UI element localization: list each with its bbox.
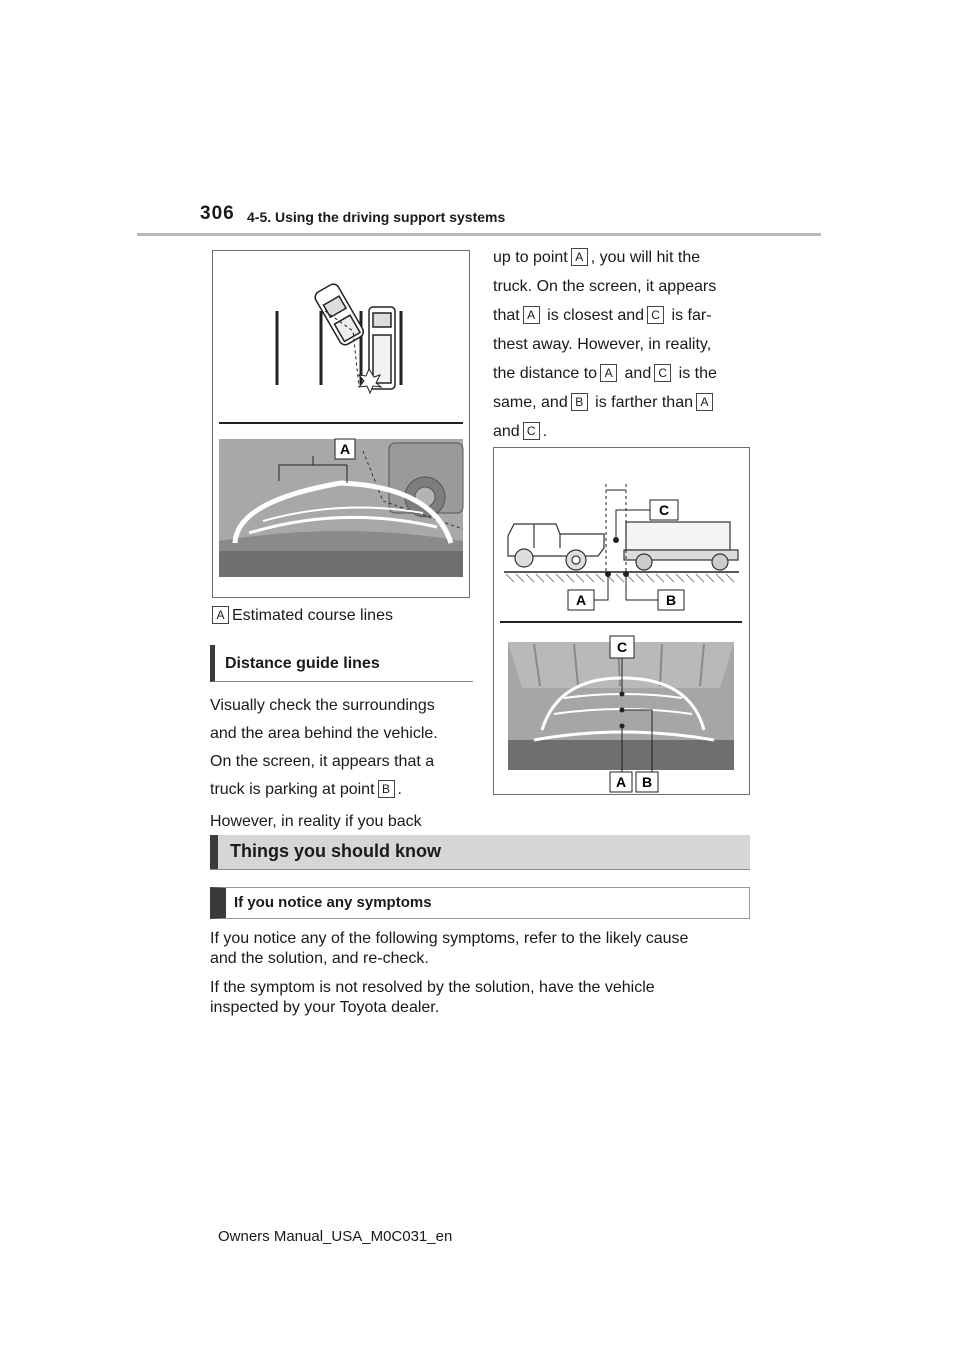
symptom-heading-title: If you notice any symptoms <box>234 894 432 911</box>
symptom-heading <box>210 887 750 919</box>
right-line-7-text: and <box>493 423 520 440</box>
right-line-6 <box>493 389 758 417</box>
symptom-paragraph-1 <box>210 929 755 969</box>
left-line-3: On the screen, it appears that a <box>210 753 435 770</box>
left-line-4-text: truck is parking at point <box>210 781 375 798</box>
figure2-label-b-bottom: B <box>641 774 653 790</box>
left-line-4 <box>210 776 470 804</box>
page-number: 306 <box>200 203 235 224</box>
right-line-4: thest away. However, in reality, <box>493 336 712 353</box>
badge-c: C <box>654 364 671 382</box>
left-line-4-end: . <box>397 781 402 798</box>
right-line-3 <box>493 302 758 330</box>
left-line-5: However, in reality if you back <box>210 813 422 830</box>
badge-a: A <box>571 248 588 266</box>
section-title: 4-5. Using the driving support systems <box>247 209 506 225</box>
right-line-7-end: . <box>542 423 548 440</box>
right-line-6-text: same, and <box>493 394 568 411</box>
symptom-p1-line-2: and the solution, and re-check. <box>210 950 429 967</box>
figure2-label-a-mid: A <box>575 592 587 608</box>
symptom-p2-line-2: inspected by your Toyota dealer. <box>210 999 440 1016</box>
badge-c: C <box>523 422 540 440</box>
figure2-label-a-bottom: A <box>615 774 627 790</box>
box-heading-title: Things you should know <box>230 841 441 861</box>
figure1-label-a: A <box>339 441 351 457</box>
right-line-3-mid: is closest and <box>542 307 645 324</box>
badge-a: A <box>696 393 713 411</box>
right-line-5-mid: and <box>620 365 652 382</box>
box-heading-rule <box>210 869 750 870</box>
right-line-1 <box>493 244 758 272</box>
right-line-2: truck. On the screen, it appears <box>493 278 717 295</box>
symptom-p2-line-1: If the symptom is not resolved by the solution, have the vehicle <box>210 979 655 996</box>
right-line-1-end: , you will hit the <box>590 249 701 266</box>
left-line-2: and the area behind the vehicle. <box>210 725 438 742</box>
right-line-1-text: up to point <box>493 249 568 266</box>
caption-estimated-course <box>212 602 393 630</box>
figure-distance-guide-lines <box>493 447 750 795</box>
right-line-3-end: is far- <box>667 307 712 324</box>
figure2-label-b-mid: B <box>665 592 677 608</box>
right-line-5-text: the distance to <box>493 365 598 382</box>
footer-text: Owners Manual_USA_M0C031_en <box>218 1228 453 1245</box>
badge-b: B <box>571 393 588 411</box>
badge-a: A <box>523 306 540 324</box>
header-rule <box>137 233 821 236</box>
right-line-3-text: that <box>493 307 520 324</box>
right-line-5-end: is the <box>674 365 717 382</box>
subsection-title: Distance guide lines <box>225 655 380 672</box>
right-line-6-mid: is farther than <box>590 394 693 411</box>
right-paragraph <box>493 244 758 446</box>
figure-estimated-course-lines <box>212 250 470 598</box>
figure2-label-c-top: C <box>658 502 670 518</box>
right-line-5 <box>493 360 758 388</box>
subsection-heading <box>210 645 473 682</box>
badge-c: C <box>647 306 664 324</box>
right-line-7 <box>493 418 758 446</box>
caption-text: Estimated course lines <box>232 607 393 624</box>
figure2-label-c-bottom: C <box>616 639 628 655</box>
course-lines-illustration <box>213 251 469 597</box>
badge-a: A <box>600 364 617 382</box>
things-you-should-know-heading <box>210 835 750 869</box>
distance-guide-illustration <box>494 448 749 794</box>
caption-badge-a: A <box>212 606 229 624</box>
badge-b: B <box>378 780 395 798</box>
left-paragraph <box>210 692 470 836</box>
symptom-p1-line-1: If you notice any of the following symptoms, refer to the likely cause <box>210 930 689 947</box>
left-line-1: Visually check the surroundings <box>210 697 435 714</box>
symptom-paragraph-2 <box>210 978 755 1018</box>
